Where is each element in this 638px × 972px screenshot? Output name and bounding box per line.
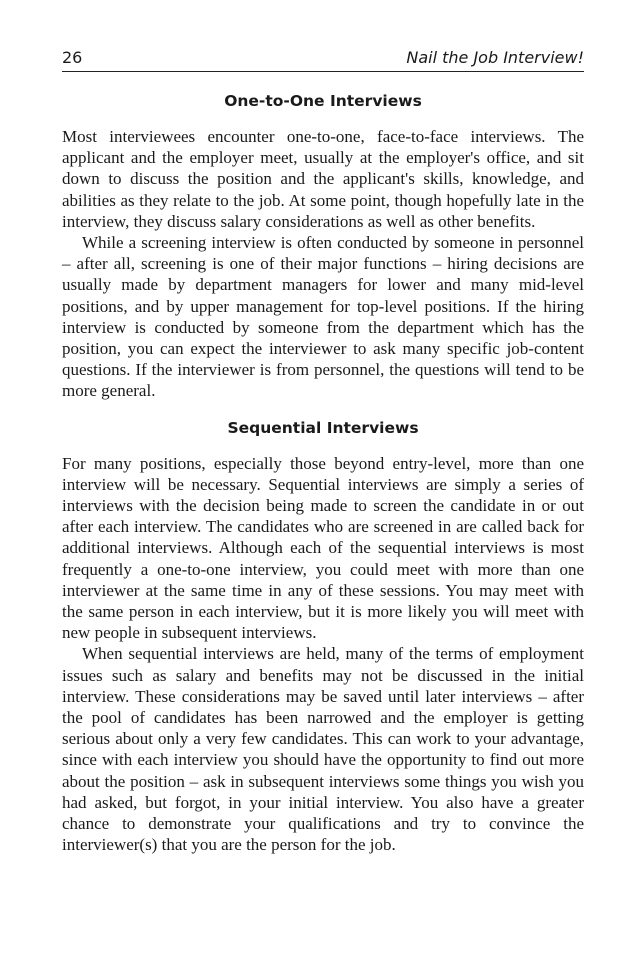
paragraph: When sequential interviews are held, many of the terms of employment issues such as salary and benefits may not be discussed in the initial interview. These considerations may be saved until later interviews – after the pool of candidates has been narrowed and the employer is getting serious about only a very few candidates. This can work to your advantage, since with each interview you should have the opportunity to find out more about the position – ask in subsequent interviews some things you wish you had asked, but forgot, in your initial interview. You also have a greater chance to demonstrate your qualifications and try to convince the interviewer(s) that you are the person for the job. — [62, 644, 584, 855]
running-header — [62, 48, 584, 70]
section-body-sequential — [62, 453, 584, 856]
book-page — [62, 48, 584, 856]
header-rule — [62, 71, 584, 72]
section-heading-one-to-one: One-to-One Interviews — [224, 92, 422, 110]
paragraph: For many positions, especially those beyond entry-level, more than one interview will be necessary. Sequential interviews are simply a series of interviews with the decision being made to screen the candidate in or out after each interview. The candidates who are screened in are called back for additional interviews. Although each of the sequential interviews is most frequently a one-to-one interview, you could meet with more than one interviewer at the same time in any of these sessions. You may meet with the same person in each interview, but it is more likely you will meet with new people in subsequent interviews. — [62, 453, 584, 643]
section-body-one-to-one — [62, 126, 584, 402]
paragraph: Most interviewees encounter one-to-one, face-to-face interviews. The applicant and the employer meet, usually at the employer's office, and sit down to discuss the position and the applicant's skills, knowledge, and abilities as they relate to the job. At some point, though hopefully late in the interview, they discuss salary considerations as well as other benefits. — [62, 127, 584, 231]
section-heading-sequential: Sequential Interviews — [227, 418, 419, 437]
page-number: 26 — [62, 48, 83, 67]
paragraph: While a screening interview is often conducted by someone in personnel – after all, screening is one of their major functions – hiring decisions are usually made by department managers for lower and many mid-level positions, and by upper management for top-level positions. If the hiring interview is conducted by someone from the department which has the position, you can expect the interviewer to ask many specific job-content questions. If the interviewer is from personnel, the questions will tend to be more general. — [62, 233, 584, 401]
running-title: Nail the Job Interview! — [406, 48, 584, 67]
